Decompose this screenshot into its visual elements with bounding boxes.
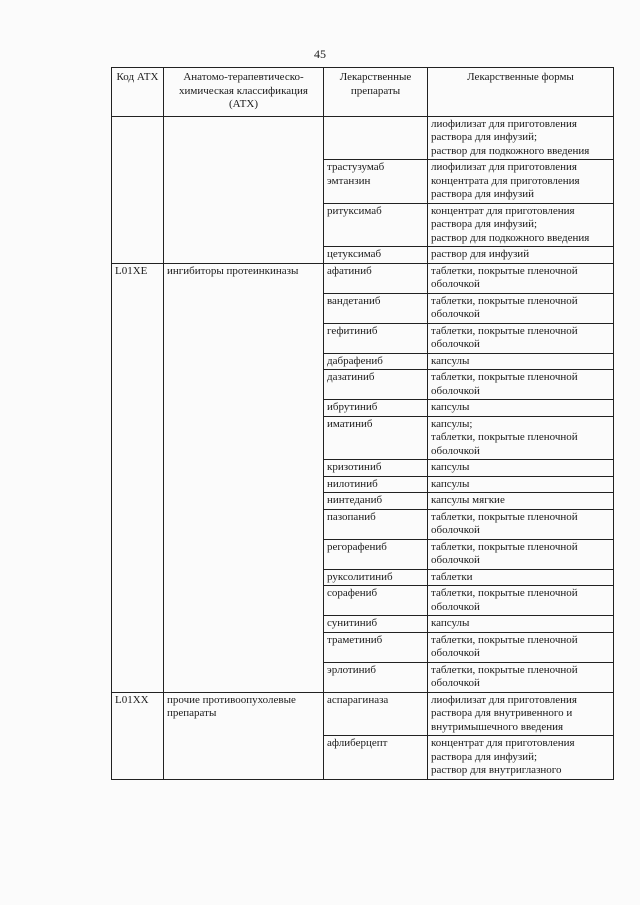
drug-name-cell: вандетаниб xyxy=(324,293,428,323)
table-row xyxy=(112,323,614,353)
drug-name-cell: цетуксимаб xyxy=(324,247,428,264)
table-row xyxy=(112,586,614,616)
table-row xyxy=(112,247,614,264)
atx-code-cell xyxy=(112,586,164,616)
dosage-form-cell: таблетки xyxy=(428,569,614,586)
table-row xyxy=(112,203,614,247)
drug-name-cell: трастузумаб эмтанзин xyxy=(324,160,428,204)
drug-name-cell: дабрафениб xyxy=(324,353,428,370)
drug-name-cell: аспарагиназа xyxy=(324,692,428,736)
table-row xyxy=(112,116,614,160)
dosage-form-cell: капсулы xyxy=(428,476,614,493)
atx-code-cell xyxy=(112,569,164,586)
dosage-form-cell: таблетки, покрытые пленочной оболочкой xyxy=(428,509,614,539)
table-row xyxy=(112,509,614,539)
atx-class-cell xyxy=(164,539,324,569)
atx-class-cell xyxy=(164,476,324,493)
table-row xyxy=(112,263,614,293)
table-row xyxy=(112,632,614,662)
drug-name-cell: сорафениб xyxy=(324,586,428,616)
dosage-form-cell: лиофилизат для приготовления концентрата для приготовления раствора для инфузий xyxy=(428,160,614,204)
drug-name-cell: пазопаниб xyxy=(324,509,428,539)
atx-class-cell xyxy=(164,293,324,323)
dosage-form-cell: лиофилизат для приготовления раствора для инфузий; раствор для подкожного введения xyxy=(428,116,614,160)
table-row xyxy=(112,160,614,204)
table-row xyxy=(112,662,614,692)
header-classification: Анатомо-терапевтическо-химическая классификация (АТХ) xyxy=(164,68,324,117)
table-row xyxy=(112,539,614,569)
atx-class-cell xyxy=(164,493,324,510)
table-row xyxy=(112,616,614,633)
atx-class-cell xyxy=(164,586,324,616)
atx-code-cell xyxy=(112,247,164,264)
dosage-form-cell: таблетки, покрытые пленочной оболочкой xyxy=(428,323,614,353)
atx-class-cell xyxy=(164,353,324,370)
drug-name-cell: регорафениб xyxy=(324,539,428,569)
atx-class-cell xyxy=(164,616,324,633)
atx-code-cell xyxy=(112,203,164,247)
atx-class-cell xyxy=(164,247,324,264)
header-drugs: Лекарственные препараты xyxy=(324,68,428,117)
drug-name-cell: сунитиниб xyxy=(324,616,428,633)
atx-class-cell xyxy=(164,662,324,692)
table-row xyxy=(112,569,614,586)
atx-code-cell xyxy=(112,460,164,477)
atx-code-cell xyxy=(112,116,164,160)
table-body xyxy=(112,116,614,779)
atx-class-cell: прочие противоопухолевые препараты xyxy=(164,692,324,736)
dosage-form-cell: таблетки, покрытые пленочной оболочкой xyxy=(428,293,614,323)
atx-class-cell xyxy=(164,569,324,586)
atx-code-cell xyxy=(112,632,164,662)
atx-classification-table xyxy=(111,67,614,780)
drug-name-cell: эрлотиниб xyxy=(324,662,428,692)
drug-name-cell: гефитиниб xyxy=(324,323,428,353)
drug-name-cell: ритуксимаб xyxy=(324,203,428,247)
atx-class-cell xyxy=(164,160,324,204)
drug-name-cell: иматиниб xyxy=(324,416,428,460)
atx-code-cell xyxy=(112,416,164,460)
dosage-form-cell: таблетки, покрытые пленочной оболочкой xyxy=(428,370,614,400)
dosage-form-cell: капсулы; таблетки, покрытые пленочной оболочкой xyxy=(428,416,614,460)
table-row xyxy=(112,353,614,370)
atx-code-cell xyxy=(112,370,164,400)
dosage-form-cell: концентрат для приготовления раствора для инфузий; раствор для подкожного введения xyxy=(428,203,614,247)
table-row xyxy=(112,493,614,510)
table-row xyxy=(112,400,614,417)
drug-name-cell: кризотиниб xyxy=(324,460,428,477)
atx-code-cell xyxy=(112,509,164,539)
atx-code-cell xyxy=(112,323,164,353)
table-row xyxy=(112,293,614,323)
table-row xyxy=(112,736,614,780)
atx-code-cell xyxy=(112,160,164,204)
drug-name-cell: ибрутиниб xyxy=(324,400,428,417)
atx-code-cell xyxy=(112,616,164,633)
drug-name-cell: нилотиниб xyxy=(324,476,428,493)
atx-code-cell xyxy=(112,539,164,569)
atx-class-cell xyxy=(164,509,324,539)
atx-code-cell xyxy=(112,400,164,417)
drug-name-cell xyxy=(324,116,428,160)
drug-name-cell: афатиниб xyxy=(324,263,428,293)
atx-code-cell xyxy=(112,476,164,493)
atx-class-cell xyxy=(164,370,324,400)
table-row xyxy=(112,460,614,477)
atx-code-cell: L01XE xyxy=(112,263,164,293)
drug-name-cell: траметиниб xyxy=(324,632,428,662)
atx-class-cell xyxy=(164,203,324,247)
dosage-form-cell: раствор для инфузий xyxy=(428,247,614,264)
dosage-form-cell: капсулы xyxy=(428,616,614,633)
dosage-form-cell: таблетки, покрытые пленочной оболочкой xyxy=(428,632,614,662)
table-row xyxy=(112,476,614,493)
atx-code-cell xyxy=(112,293,164,323)
atx-class-cell xyxy=(164,632,324,662)
dosage-form-cell: таблетки, покрытые пленочной оболочкой xyxy=(428,662,614,692)
drug-name-cell: руксолитиниб xyxy=(324,569,428,586)
table-header-row xyxy=(112,68,614,117)
atx-class-cell xyxy=(164,116,324,160)
atx-class-cell xyxy=(164,416,324,460)
atx-code-cell xyxy=(112,493,164,510)
atx-class-cell xyxy=(164,323,324,353)
header-code: Код АТХ xyxy=(112,68,164,117)
atx-class-cell xyxy=(164,736,324,780)
atx-code-cell xyxy=(112,736,164,780)
atx-class-cell xyxy=(164,460,324,477)
table-row xyxy=(112,416,614,460)
atx-class-cell: ингибиторы протеинкиназы xyxy=(164,263,324,293)
atx-class-cell xyxy=(164,400,324,417)
table-row xyxy=(112,692,614,736)
drug-name-cell: нинтеданиб xyxy=(324,493,428,510)
dosage-form-cell: капсулы мягкие xyxy=(428,493,614,510)
atx-code-cell xyxy=(112,662,164,692)
drug-name-cell: афлиберцепт xyxy=(324,736,428,780)
dosage-form-cell: капсулы xyxy=(428,460,614,477)
header-forms: Лекарственные формы xyxy=(428,68,614,117)
page-number: 45 xyxy=(314,47,326,61)
dosage-form-cell: лиофилизат для приготовления раствора для внутривенного и внутримышечного введения xyxy=(428,692,614,736)
atx-code-cell xyxy=(112,353,164,370)
dosage-form-cell: концентрат для приготовления раствора для инфузий; раствор для внутриглазного xyxy=(428,736,614,780)
dosage-form-cell: капсулы xyxy=(428,353,614,370)
dosage-form-cell: таблетки, покрытые пленочной оболочкой xyxy=(428,263,614,293)
drug-name-cell: дазатиниб xyxy=(324,370,428,400)
dosage-form-cell: капсулы xyxy=(428,400,614,417)
atx-code-cell: L01XX xyxy=(112,692,164,736)
table-row xyxy=(112,370,614,400)
dosage-form-cell: таблетки, покрытые пленочной оболочкой xyxy=(428,539,614,569)
dosage-form-cell: таблетки, покрытые пленочной оболочкой xyxy=(428,586,614,616)
